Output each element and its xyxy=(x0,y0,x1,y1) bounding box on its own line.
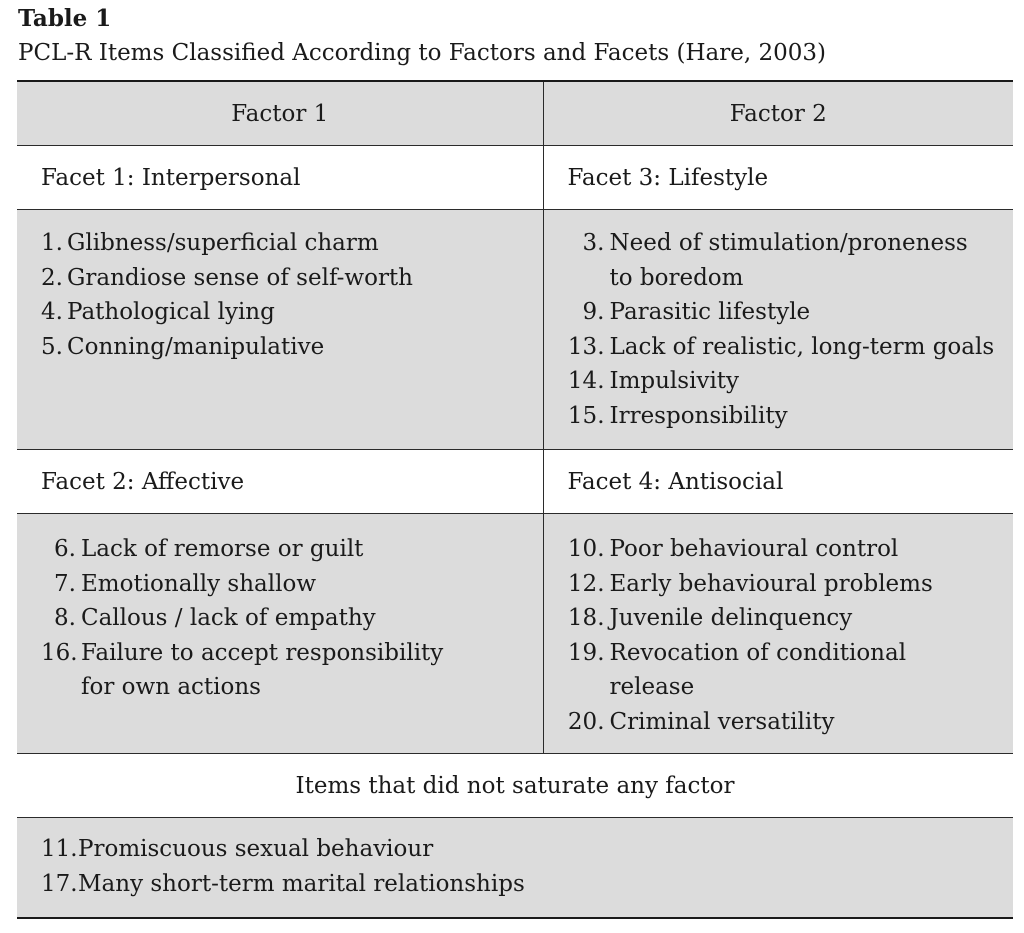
unsaturated-title: Items that did not saturate any factor xyxy=(17,754,1013,818)
list-item: 8. Callous / lack of empathy xyxy=(54,605,376,631)
facet-row-2 xyxy=(17,450,1013,514)
facet-row-1 xyxy=(17,146,1013,210)
items-row-1 xyxy=(17,210,1013,450)
list-item: 18. Juvenile delinquency xyxy=(567,605,853,631)
list-item: 15. Irresponsibility xyxy=(567,402,788,429)
list-item: 3. Need of stimulation/proneness xyxy=(582,230,968,256)
list-item: 4. Pathological lying xyxy=(41,299,275,325)
list-item: 11. Promiscuous sexual behaviour xyxy=(41,836,434,862)
facet-1-items xyxy=(17,210,543,450)
factor-1-header: Factor 1 xyxy=(17,81,543,146)
facet-1-title: Facet 1: Interpersonal xyxy=(17,146,543,210)
list-item: 6. Lack of remorse or guilt xyxy=(54,536,364,562)
list-item-continuation: to boredom xyxy=(609,264,744,291)
unsaturated-items-row xyxy=(17,818,1013,918)
list-item: 2. Grandiose sense of self-worth xyxy=(41,264,413,291)
list-item: 10. Poor behavioural control xyxy=(567,536,899,562)
list-item: 19. Revocation of conditional xyxy=(567,639,907,666)
factor-header-row xyxy=(17,81,1013,146)
list-item: 5. Conning/manipulative xyxy=(41,333,325,360)
facet-4-title: Facet 4: Antisocial xyxy=(543,450,1013,514)
pcl-r-table xyxy=(17,80,1013,919)
list-item: 12. Early behavioural problems xyxy=(567,570,933,597)
facet-3-items xyxy=(543,210,1013,450)
unsaturated-header-row xyxy=(17,754,1013,818)
table-label: Table 1 xyxy=(18,5,112,32)
list-item: 17. Many short-term marital relationships xyxy=(41,870,525,897)
factor-2-header: Factor 2 xyxy=(543,81,1013,146)
list-item: 9. Parasitic lifestyle xyxy=(582,299,811,325)
facet-4-items xyxy=(543,514,1013,754)
list-item: 13. Lack of realistic, long-term goals xyxy=(567,333,995,360)
list-item: 16. Failure to accept responsibility xyxy=(41,639,444,666)
items-row-2 xyxy=(17,514,1013,754)
list-item-continuation: for own actions xyxy=(81,674,261,700)
facet-2-items xyxy=(17,514,543,754)
table-caption: PCL-R Items Classified According to Factors and Facets (Hare, 2003) xyxy=(18,40,826,66)
list-item-continuation: release xyxy=(609,674,695,700)
list-item: 1. Glibness/superficial charm xyxy=(41,230,379,256)
list-item: 20. Criminal versatility xyxy=(567,708,835,735)
unsaturated-items xyxy=(17,818,1013,918)
list-item: 14. Impulsivity xyxy=(567,368,740,394)
list-item: 7. Emotionally shallow xyxy=(54,570,317,597)
facet-3-title: Facet 3: Lifestyle xyxy=(543,146,1013,210)
facet-2-title: Facet 2: Affective xyxy=(17,450,543,514)
